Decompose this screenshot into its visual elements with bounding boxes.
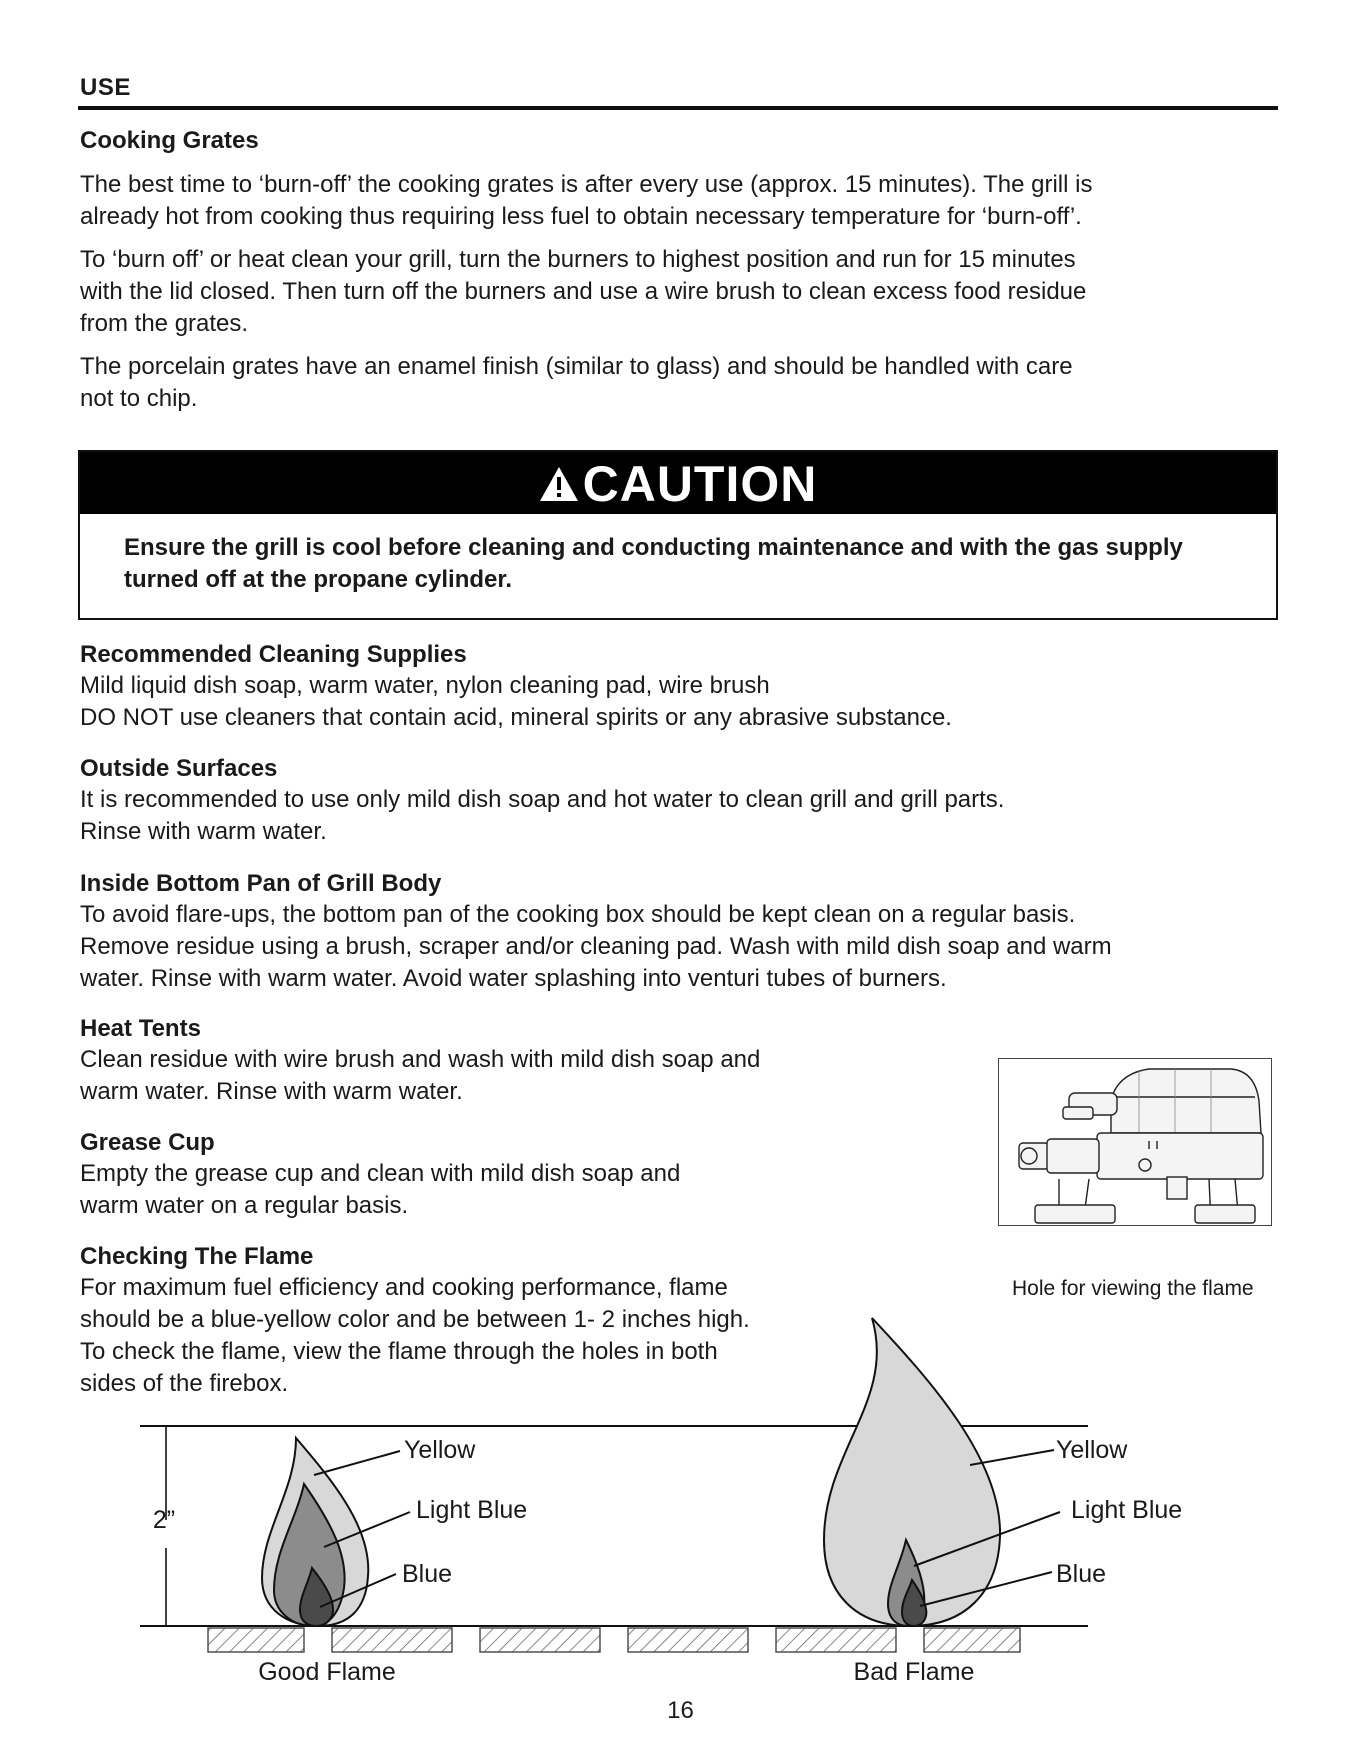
bad-flame-blue-label: Blue xyxy=(1056,1560,1107,1588)
heat-tents-text: warm water. Rinse with warm water. xyxy=(80,1078,463,1105)
caution-line: Ensure the grill is cool before cleaning and conducting maintenance and with the gas supply xyxy=(124,534,1183,561)
outside-section xyxy=(80,754,1210,848)
cooking-grates-text: The porcelain grates have an enamel finish (similar to glass) and should be handled with care xyxy=(80,353,1073,380)
outside-text: It is recommended to use only mild dish soap and hot water to clean grill and grill parts. xyxy=(80,786,1005,813)
heat-tents-text: Clean residue with wire brush and wash with mild dish soap and xyxy=(80,1046,761,1073)
good-flame xyxy=(262,1438,368,1626)
flame-diagram xyxy=(0,1310,1361,1750)
bad-flame-yellow-label: Yellow xyxy=(1056,1436,1128,1464)
burner-port xyxy=(628,1628,748,1652)
bad-flame-light-blue-label: Light Blue xyxy=(1071,1496,1183,1524)
grill-drawing xyxy=(999,1059,1271,1225)
burner-port xyxy=(776,1628,896,1652)
bad-flame-caption: Bad Flame xyxy=(853,1658,975,1686)
good-flame-blue-label: Blue xyxy=(402,1560,453,1588)
caution-message xyxy=(124,532,1254,596)
caution-line: turned off at the propane cylinder. xyxy=(124,566,513,593)
caution-box xyxy=(78,450,1278,620)
cooking-grates-text: from the grates. xyxy=(80,310,249,337)
grease-cup-heading: Grease Cup xyxy=(80,1129,215,1156)
supplies-heading: Recommended Cleaning Supplies xyxy=(80,641,467,668)
page-number: 16 xyxy=(667,1697,694,1724)
inside-text: To avoid flare-ups, the bottom pan of the cooking box should be kept clean on a regular basis. xyxy=(80,901,1076,928)
warning-triangle-icon xyxy=(539,466,579,502)
inside-heading: Inside Bottom Pan of Grill Body xyxy=(80,870,442,897)
burner-port xyxy=(480,1628,600,1652)
grease-cup-section xyxy=(80,1128,900,1222)
supplies-section xyxy=(80,640,1210,734)
flame-check-text: should be a blue-yellow color and be between 1- 2 inches high. xyxy=(80,1306,750,1333)
bad-flame xyxy=(824,1318,1000,1626)
cooking-grates-text: already hot from cooking thus requiring less fuel to obtain necessary temperature for ‘burn-off’. xyxy=(80,203,1082,230)
flame-check-text: sides of the firebox. xyxy=(80,1370,289,1397)
grease-cup-text: warm water on a regular basis. xyxy=(80,1192,409,1219)
inside-text: water. Rinse with warm water. Avoid water splashing into venturi tubes of burners. xyxy=(80,965,947,992)
cooking-grates-text: not to chip. xyxy=(80,385,198,412)
inside-section xyxy=(80,869,1210,995)
cooking-grates-section xyxy=(80,126,1210,415)
grease-cup-text: Empty the grease cup and clean with mild dish soap and xyxy=(80,1160,681,1187)
supplies-text: Mild liquid dish soap, warm water, nylon cleaning pad, wire brush xyxy=(80,672,770,699)
outside-text: Rinse with warm water. xyxy=(80,818,327,845)
inside-text: Remove residue using a brush, scraper and/or cleaning pad. Wash with mild dish soap and warm xyxy=(80,933,1112,960)
cooking-grates-text: The best time to ‘burn-off’ the cooking grates is after every use (approx. 15 minutes). The grill is xyxy=(80,171,1093,198)
burner-port xyxy=(924,1628,1020,1652)
good-flame-caption: Good Flame xyxy=(258,1658,396,1686)
good-flame-light-blue-label: Light Blue xyxy=(416,1496,528,1524)
photo-caption: Hole for viewing the flame xyxy=(1012,1277,1254,1300)
burner-port xyxy=(332,1628,452,1652)
good-flame-yellow-label: Yellow xyxy=(404,1436,476,1464)
flame-check-text: For maximum fuel efficiency and cooking performance, flame xyxy=(80,1274,728,1301)
heat-tents-section xyxy=(80,1014,900,1108)
burner-grates xyxy=(208,1628,1020,1652)
supplies-text: DO NOT use cleaners that contain acid, mineral spirits or any abrasive substance. xyxy=(80,704,952,731)
section-heading: USE xyxy=(80,74,131,101)
heat-tents-heading: Heat Tents xyxy=(80,1015,201,1042)
cooking-grates-heading: Cooking Grates xyxy=(80,127,259,154)
burner-port xyxy=(208,1628,304,1652)
flame-check-heading: Checking The Flame xyxy=(80,1243,314,1270)
flame-check-text: To check the flame, view the flame through the holes in both xyxy=(80,1338,718,1365)
section-rule xyxy=(78,106,1278,110)
caution-title: CAUTION xyxy=(582,456,818,512)
outside-heading: Outside Surfaces xyxy=(80,755,278,782)
height-label: 2” xyxy=(152,1506,176,1534)
cooking-grates-text: To ‘burn off’ or heat clean your grill, turn the burners to highest position and run for 15 minutes xyxy=(80,246,1076,273)
grill-illustration xyxy=(998,1058,1272,1226)
caution-banner xyxy=(80,452,1276,514)
cooking-grates-text: with the lid closed. Then turn off the burners and use a wire brush to clean excess food residue xyxy=(80,278,1087,305)
